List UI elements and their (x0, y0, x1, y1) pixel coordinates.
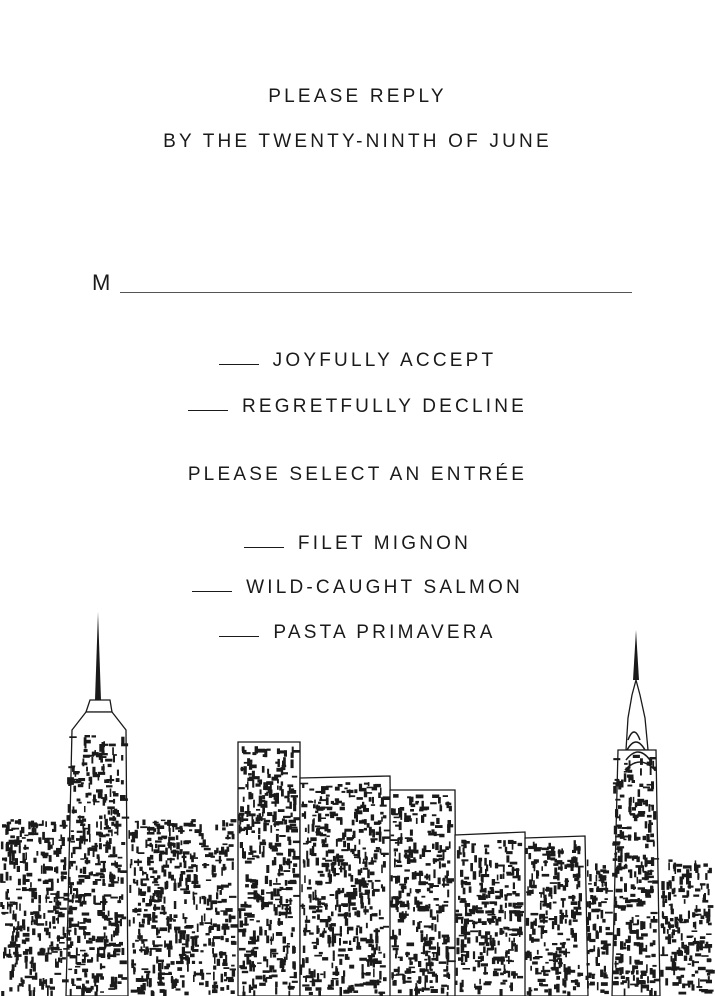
option-decline[interactable] (0, 396, 715, 418)
salmon-label: WILD-CAUGHT SALMON (246, 577, 523, 598)
decline-label: REGRETFULLY DECLINE (242, 396, 527, 417)
accept-label: JOYFULLY ACCEPT (272, 350, 497, 371)
city-skyline-illustration (0, 600, 715, 996)
option-salmon[interactable] (0, 577, 715, 599)
option-accept[interactable] (0, 350, 715, 372)
option-filet[interactable] (0, 533, 715, 555)
reply-deadline: BY THE TWENTY-NINTH OF JUNE (163, 131, 552, 152)
entree-heading: PLEASE SELECT AN ENTRÉE (187, 464, 528, 485)
name-prefix: M (92, 270, 112, 295)
salmon-blank[interactable] (192, 591, 232, 592)
name-blank-line[interactable] (120, 292, 632, 293)
filet-label: FILET MIGNON (297, 533, 472, 554)
name-field[interactable] (92, 268, 632, 298)
decline-blank[interactable] (188, 410, 228, 411)
filet-blank[interactable] (244, 547, 284, 548)
accept-blank[interactable] (219, 364, 259, 365)
reply-title: PLEASE REPLY (268, 86, 447, 107)
pasta-label: PASTA PRIMAVERA (273, 622, 496, 643)
